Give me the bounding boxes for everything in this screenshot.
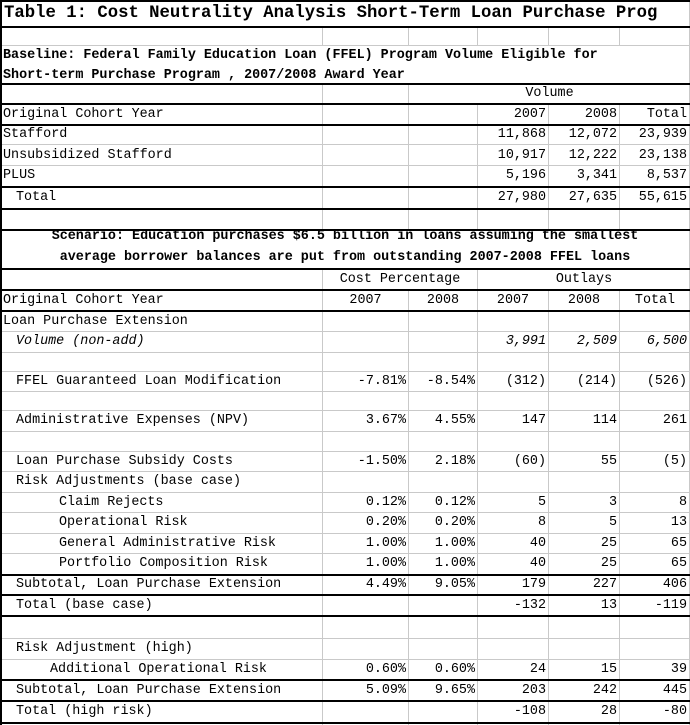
subtotal-high-row: Subtotal, Loan Purchase Extension 5.09% 9.65% 203 242 445 bbox=[16, 682, 687, 698]
table-row: Claim Rejects 0.12% 0.12% 5 3 8 bbox=[59, 494, 687, 510]
baseline-column-header bbox=[0, 105, 690, 124]
baseline-group-header-row bbox=[0, 85, 690, 103]
baseline-heading-line2: Short-term Purchase Program , 2007/2008 Award Year bbox=[3, 68, 405, 83]
table-title-row bbox=[0, 2, 690, 26]
scenario-heading-line2: average borrower balances are put from outstanding 2007-2008 FFEL loans bbox=[59, 250, 631, 265]
baseline-heading bbox=[0, 46, 690, 84]
table-row: Operational Risk 0.20% 0.20% 8 5 13 bbox=[59, 515, 687, 530]
table-row: Portfolio Composition Risk 1.00% 1.00% 40 25 65 bbox=[59, 556, 687, 571]
total-high-row: Total (high risk) -108 28 -80 bbox=[16, 704, 687, 719]
scenario-heading bbox=[0, 230, 690, 268]
subtotal-base-row: Subtotal, Loan Purchase Extension 4.49% 9.05% 179 227 406 bbox=[16, 577, 687, 592]
table-row: Volume (non-add) 3,991 2,509 6,500 bbox=[16, 334, 687, 349]
scenario-column-header: Original Cohort Year 2007 2008 2007 2008 Total bbox=[3, 292, 676, 308]
table-row: PLUS 5,196 3,341 8,537 bbox=[3, 168, 687, 183]
table-row: FFEL Guaranteed Loan Modification -7.81% -8.54% (312) (214) (526) bbox=[16, 373, 687, 389]
volume-header: Volume bbox=[525, 86, 574, 101]
table-title: Table 1: Cost Neutrality Analysis Short-Term Loan Purchase Prog bbox=[4, 4, 658, 23]
cost-percentage-header: Cost Percentage bbox=[339, 271, 461, 287]
outlays-header: Outlays bbox=[555, 271, 613, 287]
col-2008: 2008 bbox=[584, 106, 617, 122]
table-row: Loan Purchase Subsidy Costs -1.50% 2.18% (60) 55 (5) bbox=[16, 453, 687, 469]
table-row: Risk Adjustment (high) bbox=[16, 641, 193, 656]
total-base-row: Total (base case) -132 13 -119 bbox=[16, 597, 687, 613]
baseline-heading-line1: Baseline: Federal Family Education Loan (FFEL) Program Volume Eligible for bbox=[3, 48, 598, 63]
section-label-row: Loan Purchase Extension bbox=[3, 313, 188, 329]
col-total: Total bbox=[646, 106, 687, 122]
scenario-group-header-row bbox=[0, 270, 690, 289]
scenario-heading-line1: Scenario: Education purchases $6.5 billion in loans assuming the smallest bbox=[51, 229, 639, 244]
table-row: Risk Adjustments (base case) bbox=[16, 474, 241, 489]
table-row: Stafford 11,868 12,072 23,939 bbox=[3, 127, 687, 142]
table-row: Administrative Expenses (NPV) 3.67% 4.55% 147 114 261 bbox=[16, 413, 687, 428]
original-cohort-year-label: Original Cohort Year bbox=[3, 106, 164, 122]
baseline-total-row: Total 27,980 27,635 55,615 bbox=[16, 190, 687, 205]
table-row: Unsubsidized Stafford 10,917 12,222 23,138 bbox=[3, 147, 687, 163]
col-2007: 2007 bbox=[513, 106, 546, 122]
table-row: General Administrative Risk 1.00% 1.00% 40 25 65 bbox=[59, 535, 687, 551]
table-row: Additional Operational Risk 0.60% 0.60% 24 15 39 bbox=[50, 661, 687, 677]
